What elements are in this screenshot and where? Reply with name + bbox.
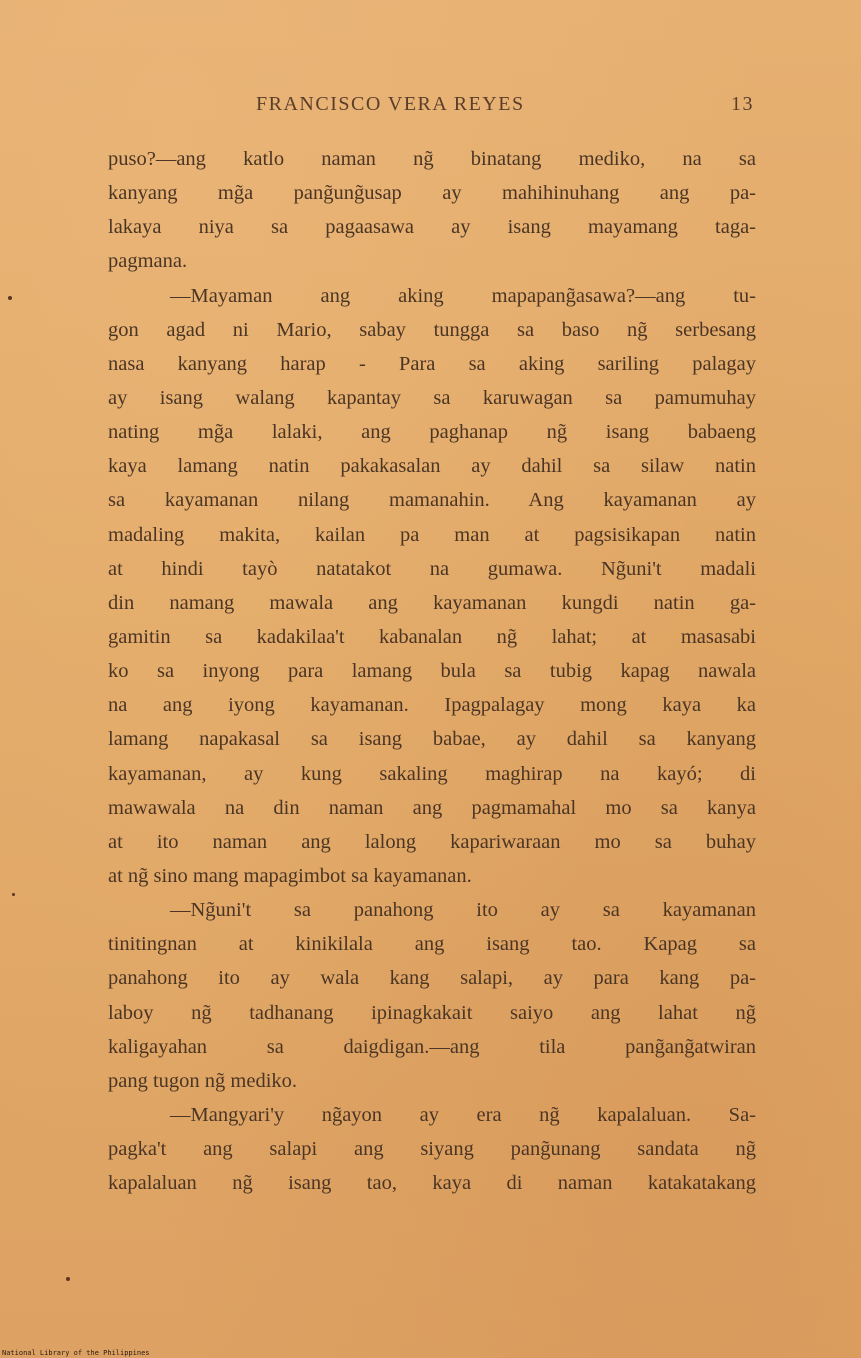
- text-line: panahong ito ay wala kang salapi, ay para kang pa-: [108, 967, 756, 990]
- text-line: pagmana.: [108, 250, 188, 273]
- paper-speck: [8, 296, 12, 300]
- text-line: pagka't ang salapi ang siyang pang̃unang sandata ng̃: [108, 1138, 756, 1161]
- text-line: kapalaluan ng̃ isang tao, kaya di naman katakatakang: [108, 1172, 756, 1195]
- text-line: din namang mawala ang kayamanan kungdi natin ga-: [108, 591, 756, 614]
- text-line: lakaya niya sa pagaasawa ay isang mayamang taga-: [108, 216, 756, 239]
- text-line: gamitin sa kadakilaa't kabanalan ng̃ lahat; at masasabi: [108, 625, 756, 648]
- text-line: —Mangyari'y ng̃ayon ay era ng̃ kapalaluan. Sa-: [170, 1103, 756, 1126]
- body-text: [108, 142, 756, 1200]
- text-line: kaligayahan sa daigdigan.—ang tila pang̃ang̃atwiran: [108, 1035, 756, 1058]
- text-line: at ito naman ang lalong kapariwaraan mo sa buhay: [108, 830, 756, 853]
- text-line: sa kayamanan nilang mamanahin. Ang kayamanan ay: [108, 489, 756, 512]
- text-line: puso?—ang katlo naman ng̃ binatang mediko, na sa: [108, 148, 756, 170]
- text-line: —Mayaman ang aking mapapang̃asawa?—ang tu-: [170, 284, 756, 307]
- text-line: ko sa inyong para lamang bula sa tubig kapag nawala: [108, 660, 756, 683]
- text-line: pang tugon ng̃ mediko.: [108, 1069, 298, 1092]
- text-line: ay isang walang kapantay sa karuwagan sa pamumuhay: [108, 386, 756, 409]
- text-line: kaya lamang natin pakakasalan ay dahil sa silaw natin: [108, 455, 756, 478]
- text-line: —Ng̃uni't sa panahong ito ay sa kayamanan: [170, 899, 756, 922]
- paper-speck: [66, 1277, 70, 1281]
- text-line: kayamanan, ay kung sakaling maghirap na kayó; di: [108, 762, 756, 785]
- running-head-title: FRANCISCO VERA REYES: [256, 93, 525, 115]
- running-head: [256, 93, 756, 121]
- text-line: lamang napakasal sa isang babae, ay dahil sa kanyang: [108, 728, 756, 751]
- text-line: gon agad ni Mario, sabay tungga sa baso ng̃ serbesang: [108, 318, 756, 341]
- text-line: laboy ng̃ tadhanang ipinagkakait saiyo ang lahat ng̃: [108, 1001, 756, 1024]
- text-line: at ng̃ sino mang mapagimbot sa kayamanan.: [108, 864, 472, 887]
- text-line: nasa kanyang harap - Para sa aking sariling palagay: [108, 352, 756, 375]
- text-line: tinitingnan at kinikilala ang isang tao. Kapag sa: [108, 933, 756, 956]
- text-line: at hindi tayò natatakot na gumawa. Ng̃uni't madali: [108, 557, 756, 580]
- text-line: na ang iyong kayamanan. Ipagpalagay mong kaya ka: [108, 694, 756, 717]
- text-line: nating mg̃a lalaki, ang paghanap ng̃ isang babaeng: [108, 421, 756, 444]
- text-line: kanyang mg̃a pang̃ung̃usap ay mahihinuhang ang pa-: [108, 182, 756, 205]
- paper-speck: [12, 893, 15, 896]
- library-credit: National Library of the Philippines: [2, 1349, 150, 1357]
- text-line: mawawala na din naman ang pagmamahal mo sa kanya: [108, 796, 756, 819]
- text-line: madaling makita, kailan pa man at pagsisikapan natin: [108, 523, 756, 546]
- page-number: 13: [731, 93, 754, 115]
